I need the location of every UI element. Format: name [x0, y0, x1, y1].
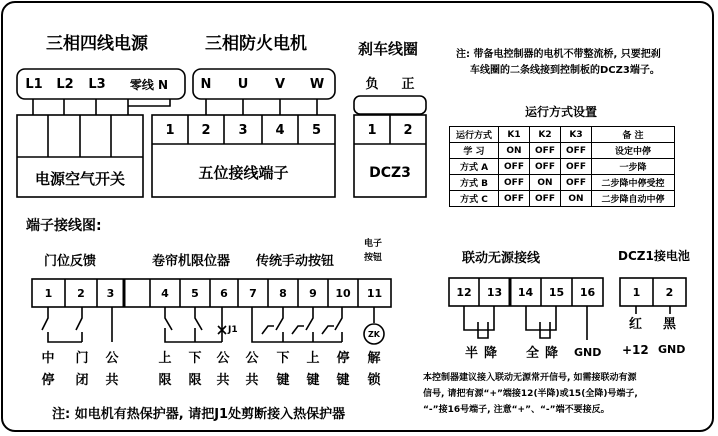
note-top-line2: 车线圈的二条线接到控制板的DCZ3端子。 — [470, 65, 660, 76]
note-linkage-line1: 本控制器建议接入联动无源常开信号, 如需接联动有源 — [423, 373, 637, 383]
label-unlock: 解 锁 — [367, 351, 381, 388]
table-cell: 二步降自动中停 — [592, 191, 675, 207]
power-terminal-l3: L3 — [88, 76, 106, 92]
label-door-stop: 中 停 — [41, 351, 55, 388]
block-number-4: 4 — [275, 122, 285, 138]
table-cell: OFF — [561, 159, 592, 175]
linkage-number-15: 15 — [548, 286, 565, 299]
power-title: 三相四线电源 — [46, 34, 148, 54]
table-cell: OFF — [561, 175, 592, 191]
unlock-title-1: 电子 — [364, 239, 383, 249]
label-up-key: 上 键 — [306, 351, 320, 388]
label-half-down: 半降 — [465, 346, 504, 361]
strip-number-11: 11 — [366, 287, 383, 300]
unlock-title-2: 按钮 — [364, 253, 383, 263]
table-cell: ON — [499, 143, 530, 159]
table-row — [450, 159, 675, 175]
table-cell: OFF — [561, 143, 592, 159]
manual-button-title: 传统手动按钮 — [256, 254, 335, 269]
note-linkage-line3: “-”接16号端子, 注意“+”、“-”端不要接反。 — [423, 405, 610, 415]
table-cell: OFF — [530, 159, 561, 175]
table-cell: OFF — [530, 191, 561, 207]
brake-terminal-neg: 负 — [365, 76, 379, 92]
power-terminal-l2: L2 — [56, 76, 74, 92]
dcz1-number-1: 1 — [632, 286, 641, 299]
table-cell: OFF — [499, 175, 530, 191]
label-down-key: 下 键 — [276, 351, 290, 388]
door-feedback-title: 门位反馈 — [44, 254, 97, 269]
strip-number-5: 5 — [191, 287, 199, 300]
linkage-number-14: 14 — [517, 286, 534, 299]
block-number-3: 3 — [238, 122, 248, 138]
table-row — [450, 143, 675, 159]
header-k1: K1 — [499, 127, 530, 143]
brake-terminal-pos: 正 — [401, 76, 415, 92]
note-top-line1: 注: 带备电控制器的电机不带整流桥, 只要把刹 — [456, 49, 661, 60]
strip-number-7: 7 — [249, 287, 257, 300]
header-remark: 备 注 — [592, 127, 675, 143]
table-cell: 二步降中停受控 — [592, 175, 675, 191]
linkage-title: 联动无源接线 — [462, 251, 541, 266]
table-cell: 学 习 — [450, 143, 499, 159]
label-manual-common: 公 共 — [245, 351, 259, 388]
table-cell: 设定中停 — [592, 143, 675, 159]
dcz1-title: DCZ1接电池 — [618, 249, 690, 263]
table-cell: OFF — [499, 191, 530, 207]
label-limit-common: 公 共 — [216, 351, 230, 388]
brake-number-1: 1 — [367, 122, 377, 138]
strip-number-3: 3 — [106, 287, 115, 300]
table-cell: OFF — [499, 159, 530, 175]
strip-number-6: 6 — [220, 287, 228, 300]
mode-table-title: 运行方式设置 — [525, 105, 598, 119]
linkage-number-16: 16 — [579, 286, 596, 299]
strip-number-4: 4 — [161, 287, 169, 300]
table-cell: 方式 A — [450, 159, 499, 175]
label-lower-limit: 下 限 — [188, 351, 202, 388]
power-terminal-l1: L1 — [25, 76, 43, 92]
motor-terminal-w: W — [309, 76, 325, 92]
strip-number-1: 1 — [44, 287, 53, 300]
header-k2: K2 — [530, 127, 561, 143]
block-number-5: 5 — [311, 122, 322, 138]
mode-table — [449, 126, 675, 207]
label-door-common: 公 共 — [105, 351, 119, 388]
motor-terminal-n: N — [200, 76, 212, 92]
label-stop-key: 停 键 — [336, 351, 350, 388]
linkage-number-12: 12 — [456, 286, 472, 299]
brake-connector-outline — [354, 96, 426, 114]
unlock-icon: ZK — [368, 329, 380, 339]
label-door-closed: 门 闭 — [75, 351, 89, 388]
power-switch-label: 电源空气开关 — [34, 169, 125, 188]
table-cell: 方式 C — [450, 191, 499, 207]
label-upper-limit: 上 限 — [158, 351, 172, 388]
note-bottom: 注: 如电机有热保护器, 请把J1处剪断接入热保护器 — [52, 407, 346, 422]
limit-switch-title: 卷帘机限位器 — [152, 254, 231, 269]
label-linkage-gnd: GND — [574, 346, 602, 359]
header-mode: 运行方式 — [450, 127, 499, 143]
dcz1-number-2: 2 — [665, 286, 674, 299]
block-number-1: 1 — [165, 122, 175, 138]
table-cell: ON — [561, 191, 592, 207]
dcz1-color-black: 黑 — [663, 317, 677, 332]
strip-number-8: 8 — [279, 287, 287, 300]
label-full-down: 全降 — [526, 346, 565, 361]
wiring-title: 端子接线图: — [26, 218, 102, 234]
header-k3: K3 — [561, 127, 592, 143]
brake-block-label: DCZ3 — [369, 165, 411, 181]
brake-number-2: 2 — [403, 122, 413, 138]
dcz1-color-red: 红 — [629, 317, 643, 332]
jumper-j1-label: J1 — [228, 325, 238, 335]
motor-terminal-v: V — [274, 76, 286, 92]
power-terminal-n: 零线 N — [129, 77, 169, 92]
dcz1-label-gnd: GND — [658, 343, 686, 356]
note-linkage-line2: 信号, 请把有源“+”端接12(半降)或15(全降)号端子, — [423, 389, 638, 399]
motor-title: 三相防火电机 — [205, 34, 307, 54]
table-cell: 方式 B — [450, 175, 499, 191]
strip-number-9: 9 — [309, 287, 317, 300]
motor-terminal-u: U — [237, 76, 249, 92]
table-row — [450, 191, 675, 207]
strip-number-2: 2 — [77, 287, 85, 300]
table-cell: ON — [530, 175, 561, 191]
mode-table-header — [450, 127, 675, 143]
brake-title: 刹车线圈 — [358, 40, 419, 58]
table-cell: 一步降 — [592, 159, 675, 175]
table-cell: OFF — [530, 143, 561, 159]
strip-number-10: 10 — [335, 287, 351, 300]
terminal-block-label: 五位接线端子 — [198, 163, 289, 182]
linkage-number-13: 13 — [486, 286, 503, 299]
dcz1-label-plus12: +12 — [622, 343, 649, 357]
table-row — [450, 175, 675, 191]
block-number-2: 2 — [201, 122, 211, 138]
